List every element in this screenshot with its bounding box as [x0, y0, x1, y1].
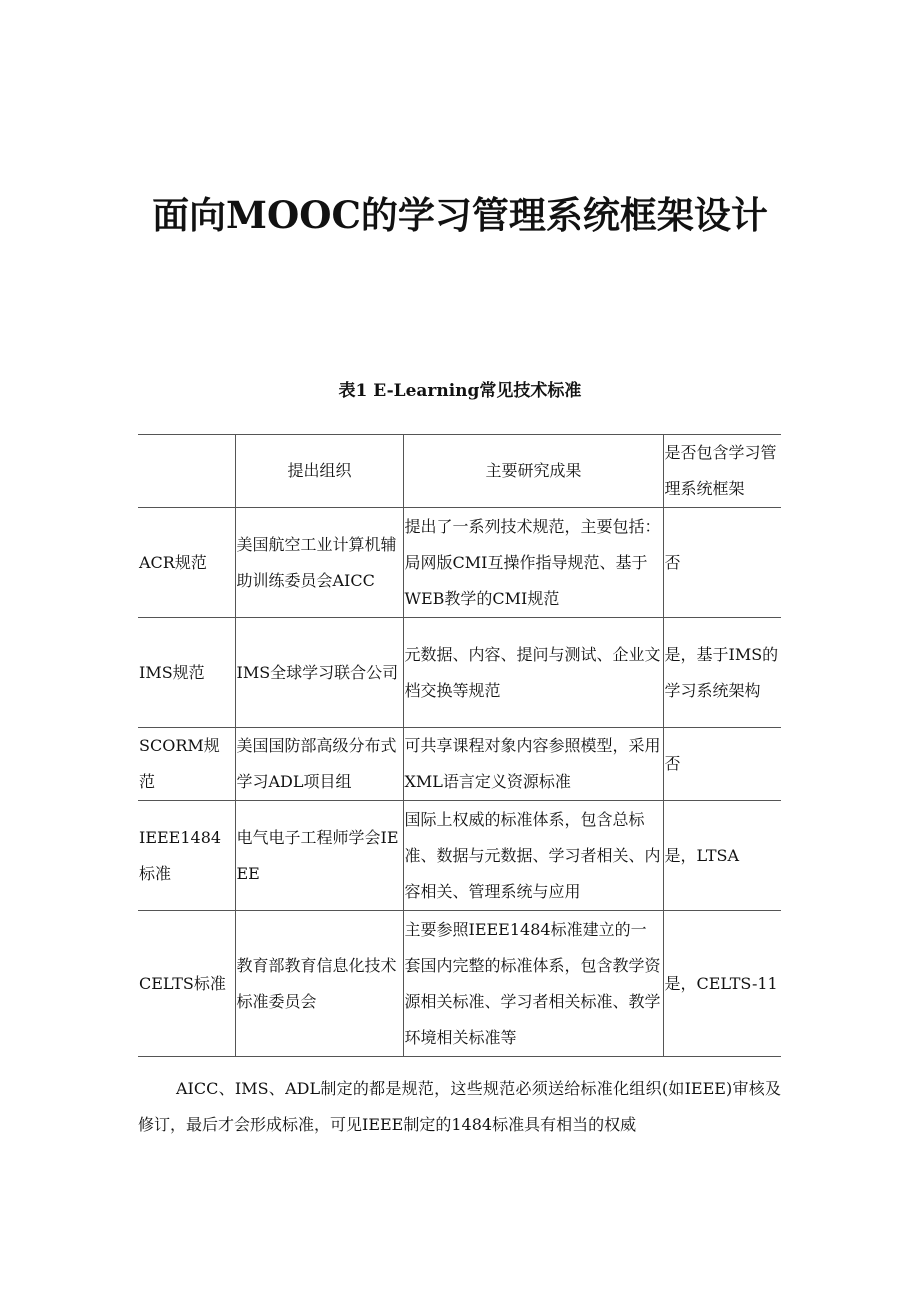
table-row: [138, 801, 781, 911]
cell-standard: SCORM规范: [138, 728, 235, 801]
cell-results: 国际上权威的标准体系，包含总标准、数据与元数据、学习者相关、内容相关、管理系统与应用: [403, 801, 663, 911]
table-row: [138, 911, 781, 1057]
body-paragraph: AICC、IMS、ADL制定的都是规范，这些规范必须送给标准化组织(如IEEE)审核及修订，最后才会形成标准，可见IEEE制定的1484标准具有相当的权威: [138, 1079, 781, 1134]
cell-organization: IMS全球学习联合公司: [235, 618, 403, 728]
cell-organization: 教育部教育信息化技术标准委员会: [235, 911, 403, 1057]
table-row: [138, 728, 781, 801]
cell-lms-framework: 是，LTSA: [663, 801, 781, 911]
table-row: [138, 508, 781, 618]
cell-organization: 美国国防部高级分布式学习ADL项目组: [235, 728, 403, 801]
cell-results: 可共享课程对象内容参照模型，采用XML语言定义资源标准: [403, 728, 663, 801]
cell-standard: IEEE1484标准: [138, 801, 235, 911]
cell-results: 主要参照IEEE1484标准建立的一套国内完整的标准体系，包含教学资源相关标准、学习者相关标准、教学环境相关标准等: [403, 911, 663, 1057]
cell-standard: IMS规范: [138, 618, 235, 728]
header-cell-results: 主要研究成果: [403, 435, 663, 508]
cell-organization: 电气电子工程师学会IEEE: [235, 801, 403, 911]
table-caption: 表1 E-Learning常见技术标准: [338, 381, 582, 401]
cell-lms-framework: 是，CELTS-11: [663, 911, 781, 1057]
page-title: 面向MOOC的学习管理系统框架设计: [152, 193, 768, 237]
cell-results: 提出了一系列技术规范，主要包括：局网版CMI互操作指导规范、基于WEB教学的CMI规范: [403, 508, 663, 618]
cell-standard: CELTS标准: [138, 911, 235, 1057]
cell-standard: ACR规范: [138, 508, 235, 618]
header-cell-lms-framework: 是否包含学习管理系统框架: [663, 435, 781, 508]
header-cell-standard: [138, 435, 235, 508]
cell-lms-framework: 否: [663, 508, 781, 618]
cell-results: 元数据、内容、提问与测试、企业文档交换等规范: [403, 618, 663, 728]
standards-table: [138, 434, 781, 1057]
cell-lms-framework: 是，基于IMS的学习系统架构: [663, 618, 781, 728]
cell-lms-framework: 否: [663, 728, 781, 801]
header-cell-organization: 提出组织: [235, 435, 403, 508]
cell-organization: 美国航空工业计算机辅助训练委员会AICC: [235, 508, 403, 618]
table-header-row: [138, 435, 781, 508]
table-row: [138, 618, 781, 728]
